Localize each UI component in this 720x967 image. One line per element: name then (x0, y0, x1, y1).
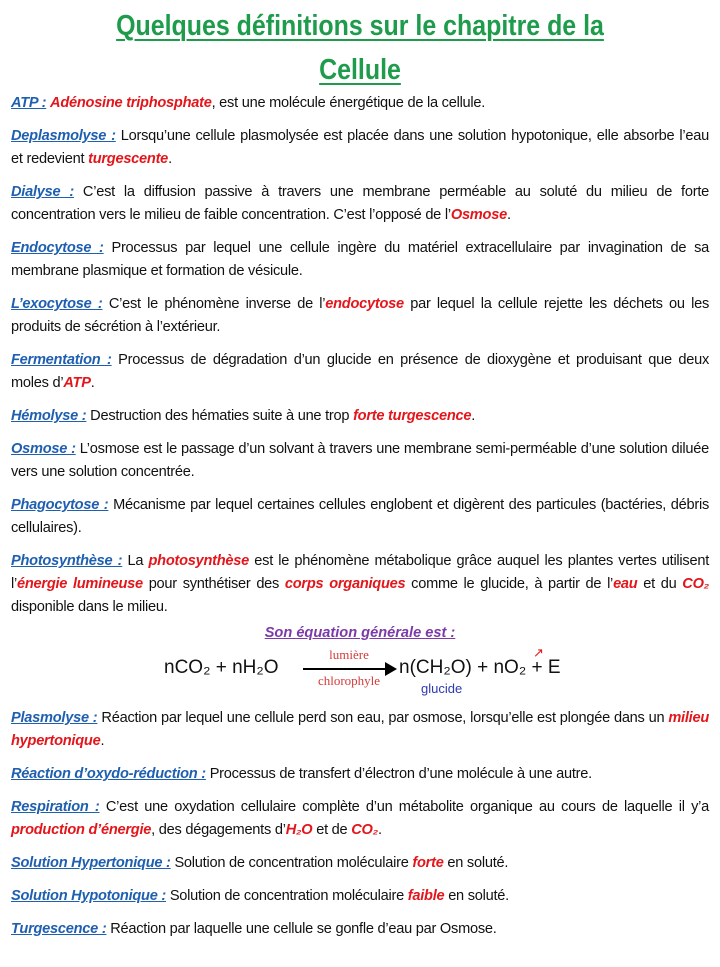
highlighted-text: photosynthèse (148, 553, 250, 569)
definition-text: , est une molécule énergétique de la cellule. (211, 95, 486, 111)
highlighted-text: énergie lumineuse (17, 576, 143, 592)
definition-term: Deplasmolyse : (11, 128, 116, 144)
definition-item (11, 796, 709, 842)
highlighted-text: milieu hypertonique (11, 710, 709, 749)
definition-term: Solution Hypertonique : (11, 855, 171, 871)
definition-text: Destruction des hématies suite à une trop (86, 408, 354, 424)
definition-text: . (506, 207, 511, 223)
definition-text: . (90, 375, 95, 391)
definition-item (11, 852, 709, 875)
definition-term: ATP : (11, 95, 47, 111)
definitions-group-1 (11, 92, 709, 619)
definition-term: Solution Hypotonique : (11, 888, 167, 904)
definition-text: est le phénomène métabolique grâce auquel les plantes vertes utilisent l’ (11, 553, 710, 592)
definition-text: Solution de concentration moléculaire (166, 888, 408, 904)
highlighted-text: H₂O (285, 822, 313, 838)
definition-item (11, 885, 709, 908)
page-title (50, 0, 669, 92)
definition-item (11, 763, 709, 786)
definition-text: . (377, 822, 382, 838)
definition-term: L’exocytose : (11, 296, 103, 312)
definition-text: C’est le phénomène inverse de l’ (102, 296, 326, 312)
definition-text: La (122, 553, 149, 569)
definition-item (11, 550, 709, 619)
definition-term: Osmose : (11, 441, 76, 457)
definition-text: disponible dans le milieu. (11, 599, 168, 615)
definition-text: en soluté. (444, 888, 509, 904)
highlighted-text: production d’énergie (11, 822, 152, 838)
equation-heading: Son équation générale est : (264, 625, 456, 641)
definition-text: Réaction par laquelle une cellule se gonfle d’eau par Osmose. (106, 921, 497, 937)
definition-item (11, 92, 709, 115)
definition-text: C’est la diffusion passive à travers une membrane perméable au soluté du milieu de forte concentration vers le milieu de faible concentration. C’est l’opposé de l’ (11, 184, 709, 223)
definition-term: Dialyse : (11, 184, 74, 200)
definition-text: , des dégagements d’ (151, 822, 286, 838)
highlighted-text: forte turgescence (353, 408, 472, 424)
definition-item (11, 125, 709, 171)
definition-text: Réaction par lequel une cellule perd son eau, par osmose, lorsqu’elle est plongée dans un (97, 710, 669, 726)
highlighted-text: Adénosine triphosphate (50, 95, 212, 111)
highlighted-text: corps organiques (284, 576, 406, 592)
definition-text: . (168, 151, 172, 167)
definition-term: Respiration : (11, 799, 100, 815)
highlighted-text: ATP (63, 375, 91, 391)
definitions-group-2 (11, 707, 709, 941)
definition-item (11, 237, 709, 283)
definition-text: par lequel la cellule rejette les déchets ou les produits de sécrétion à l’extérieur. (11, 296, 710, 335)
definition-term: Photosynthèse : (11, 553, 123, 569)
definition-item (11, 438, 709, 484)
definition-item (11, 293, 709, 339)
definition-item (11, 918, 709, 941)
definition-text: et du (637, 576, 683, 592)
equation-products: n(CH₂O) + nO₂ + E (399, 657, 561, 678)
definition-item (11, 405, 709, 428)
definition-text: . (471, 408, 476, 424)
definitions-list (0, 92, 720, 941)
definition-text: Mécanisme par lequel certaines cellules englobent et digèrent des particules (bactéries, débris cellulaires). (11, 497, 710, 536)
definition-text: Processus de transfert d’électron d’une molécule à une autre. (205, 766, 592, 782)
definition-text: et de (312, 822, 352, 838)
definition-text: Processus de dégradation d’un glucide en présence de dioxygène et produisant que deux moles d’ (11, 352, 709, 391)
definition-item (11, 494, 709, 540)
definition-term: Turgescence : (11, 921, 107, 937)
definition-text: Solution de concentration moléculaire (170, 855, 413, 871)
definition-term: Phagocytose : (11, 497, 109, 513)
highlighted-text: eau (613, 576, 638, 592)
highlighted-text: forte (412, 855, 444, 871)
definition-text: pour synthétiser des (142, 576, 285, 592)
highlighted-text: CO₂ (351, 822, 378, 838)
glucide-label: glucide (421, 681, 463, 696)
title-line-2: Cellule (319, 54, 401, 86)
definition-text: comme le glucide, à partir de l’ (405, 576, 614, 592)
definition-term: Réaction d’oxydo-réduction : (11, 766, 206, 782)
highlighted-text: turgescente (88, 151, 169, 167)
definition-item (11, 707, 709, 753)
definition-term: Endocytose : (11, 240, 104, 256)
arrow-label-bottom: chlorophyle (317, 673, 381, 688)
definition-text: L’osmose est le passage d’un solvant à travers une membrane semi-perméable d’une solution diluée vers une solution concentrée. (11, 441, 709, 480)
photosynthesis-equation (11, 647, 709, 697)
release-arrow-icon: ↗ (533, 645, 544, 660)
definition-text: Lorsqu’une cellule plasmolysée est placée dans une solution hypotonique, elle absorbe l’eau et redevient (11, 128, 709, 167)
highlighted-text: faible (407, 888, 445, 904)
definition-text: . (100, 733, 105, 749)
definition-text: en soluté. (443, 855, 509, 871)
reaction-arrow (303, 647, 395, 693)
highlighted-text: Osmose (450, 207, 507, 223)
highlighted-text: CO₂ (682, 576, 709, 592)
title-line-1: Quelques définitions sur le chapitre de la (116, 10, 604, 42)
definition-item (11, 349, 709, 395)
definition-term: Fermentation : (11, 352, 112, 368)
definition-text: Processus par lequel une cellule ingère du matériel extracellulaire par invagination de sa membrane plasmique et formation de vésicule. (11, 240, 709, 279)
definition-term: Hémolyse : (11, 408, 87, 424)
definition-text: C’est une oxydation cellulaire complète d’un métabolite organique au cours de laquelle il y’a (99, 799, 709, 815)
equation-reactants: nCO₂ + nH₂O (164, 657, 279, 678)
definition-term: Plasmolyse : (11, 710, 98, 726)
definition-item (11, 181, 709, 227)
arrow-label-top: lumière (329, 647, 369, 662)
arrow-line (303, 668, 389, 670)
highlighted-text: endocytose (325, 296, 404, 312)
